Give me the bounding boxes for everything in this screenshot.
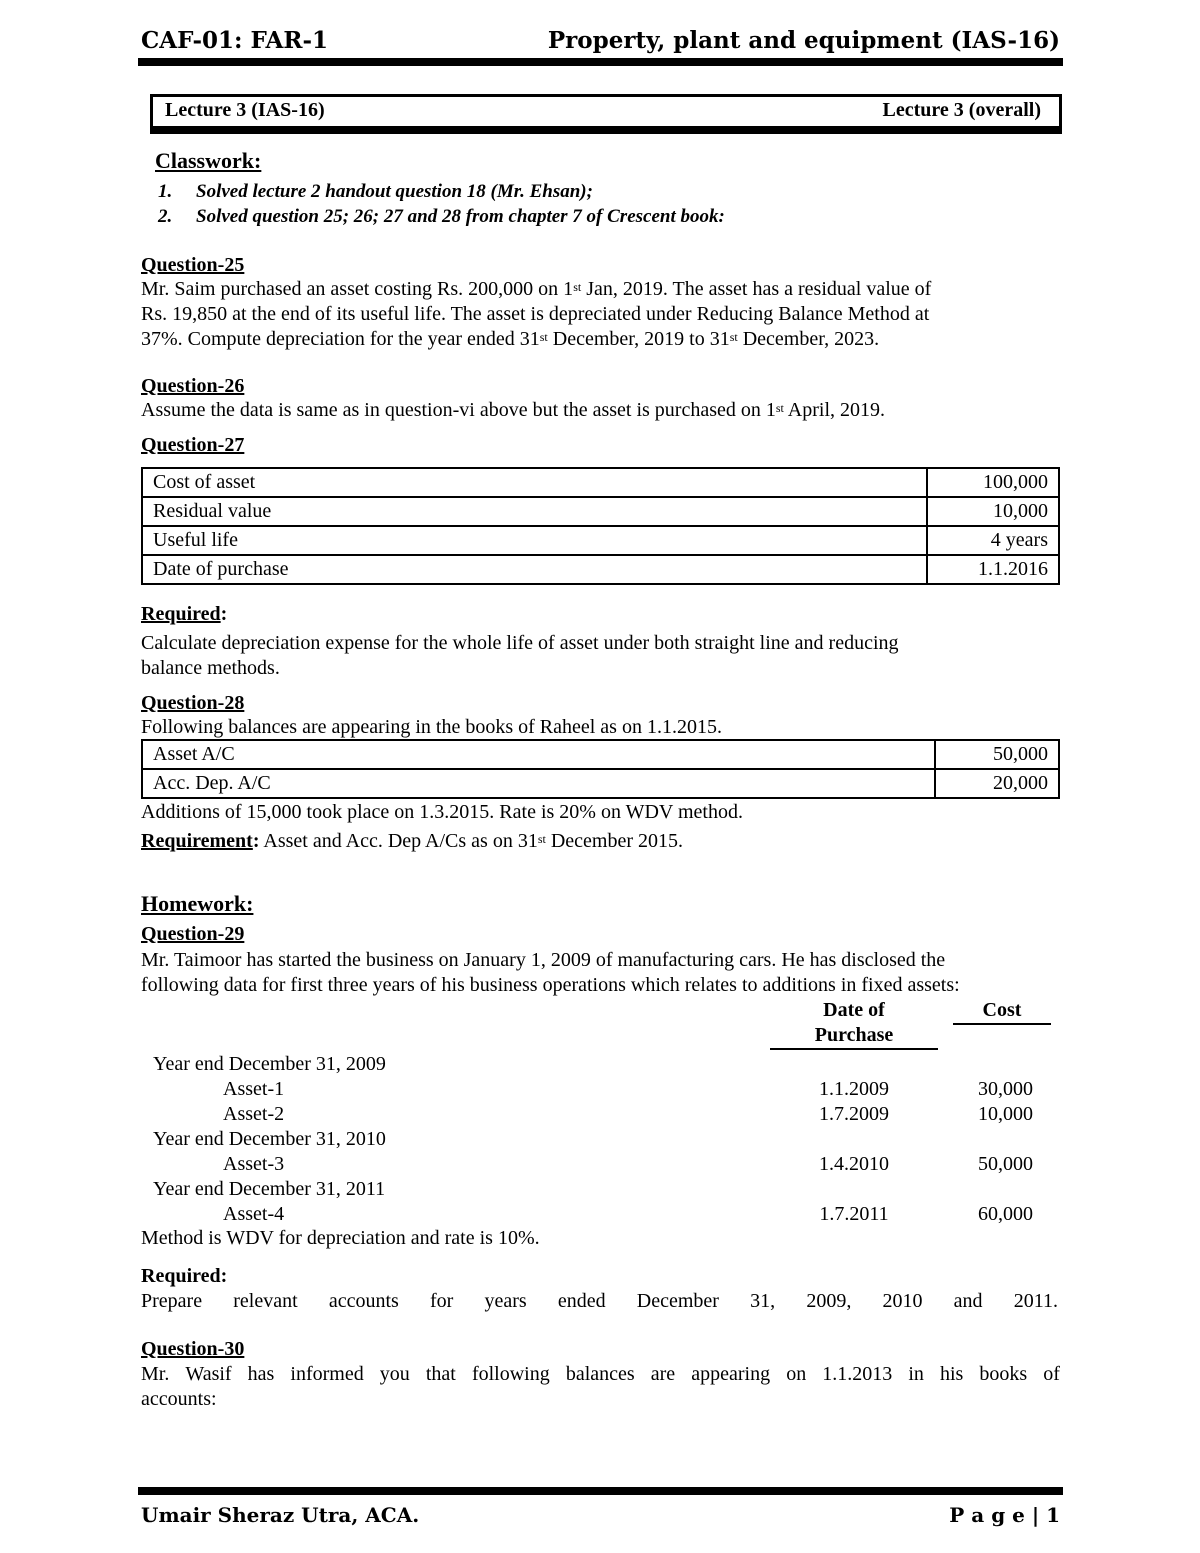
q27-required-line-2: balance methods. [141, 657, 280, 679]
q28-req-sup: st [537, 832, 546, 846]
table-cell-value: 10,000 [927, 497, 1059, 526]
word: accounts [328, 1290, 399, 1312]
q29-entry-date: 1.7.2011 [819, 1203, 889, 1225]
q29-entry-date: 1.1.2009 [819, 1078, 889, 1100]
q25-l3a: 37%. Compute depreciation for the year ended 31 [141, 328, 540, 350]
q29-col-cost-header: Cost [953, 998, 1051, 1025]
question-25-title: Question-25 [141, 254, 245, 276]
question-29-title: Question-29 [141, 923, 245, 945]
word: you [379, 1363, 410, 1385]
q30-line-2: accounts: [141, 1388, 217, 1410]
table-row [142, 468, 1059, 497]
q29-entry-label: Year end December 31, 2010 [153, 1128, 386, 1150]
q25-sup: st [729, 330, 738, 344]
q29-col-date-2: Purchase [814, 1024, 894, 1046]
q28-table [141, 739, 1060, 799]
q29-entry-cost: 50,000 [978, 1153, 1033, 1175]
q29-entry-cost: 10,000 [978, 1103, 1033, 1125]
header-topic: Property, plant and equipment (IAS-16) [547, 27, 1060, 54]
q29-entry-date: 1.4.2010 [819, 1153, 889, 1175]
word: years [484, 1290, 527, 1312]
q27-required-colon: : [220, 603, 228, 625]
header-course: CAF-01: FAR-1 [141, 27, 328, 54]
list-text: Solved lecture 2 handout question 18 (Mr. Ehsan); [196, 181, 593, 202]
question-27-title: Question-27 [141, 434, 245, 456]
table-cell-value: 20,000 [935, 769, 1059, 798]
list-number: 2. [158, 206, 173, 227]
q25-l1b: Jan, 2019. The asset has a residual value of [581, 278, 932, 300]
table-cell-label: Useful life [142, 526, 927, 555]
q25-l3b: December, 2019 to 31 [547, 328, 730, 350]
q25-l3c: December, 2023. [737, 328, 880, 350]
q29-entry-cost: 60,000 [978, 1203, 1033, 1225]
q29-entry-label: Year end December 31, 2011 [153, 1178, 386, 1200]
q29-entry-label: Asset-2 [223, 1103, 285, 1125]
q28-intro: Following balances are appearing in the books of Raheel as on 1.1.2015. [141, 716, 722, 738]
q25-line-2: Rs. 19,850 at the end of its useful life. The asset is depreciated under Reducing Balance Method at [141, 303, 930, 325]
word: of [1043, 1363, 1060, 1385]
list-number: 1. [158, 181, 173, 202]
q29-col-date-header [770, 998, 938, 1050]
question-25-body [141, 277, 1060, 352]
q27-required-label: Required [141, 603, 221, 625]
q27-required-line-1: Calculate depreciation expense for the whole life of asset under both straight line and reducing [141, 632, 899, 654]
footer-author: Umair Sheraz Utra, ACA. [141, 1503, 420, 1527]
word: are [650, 1363, 676, 1385]
q28-requirement [141, 829, 683, 854]
lecture-box [150, 94, 1062, 134]
word: ended [557, 1290, 606, 1312]
word: his [939, 1363, 964, 1385]
q25-line-1 [141, 277, 1060, 302]
q29-required-text [141, 1289, 1058, 1314]
q25-sup: st [539, 330, 548, 344]
classwork-item-1 [158, 181, 593, 203]
question-30-title: Question-30 [141, 1338, 245, 1360]
list-text: Solved question 25; 26; 27 and 28 from chapter 7 of Crescent book: [196, 206, 725, 227]
word: for [429, 1290, 454, 1312]
question-26-title: Question-26 [141, 375, 245, 397]
q29-col-date-1: Date of [823, 999, 885, 1021]
q25-sup: st [573, 280, 582, 294]
word: 2010 [882, 1290, 923, 1312]
q28-req-label: Requirement [141, 830, 253, 852]
word: on [786, 1363, 807, 1385]
word: books [979, 1363, 1028, 1385]
table-cell-label: Residual value [142, 497, 927, 526]
table-row [142, 497, 1059, 526]
question-26-body [141, 398, 885, 423]
classwork-title: Classwork: [155, 148, 262, 173]
footer-page-number: P a g e | 1 [949, 1503, 1060, 1527]
q26-text-a: Assume the data is same as in question-vi above but the asset is purchased on 1 [141, 399, 776, 421]
table-row [142, 769, 1059, 798]
word: relevant [233, 1290, 298, 1312]
word: 31, [750, 1290, 776, 1312]
table-row [142, 526, 1059, 555]
q29-entry-label: Asset-4 [223, 1203, 285, 1225]
q28-req-text-b: December 2015. [545, 830, 684, 852]
q26-text-b: April, 2019. [783, 399, 886, 421]
table-cell-label: Cost of asset [142, 468, 927, 497]
q27-required-heading [141, 602, 227, 627]
word: Mr. [141, 1363, 170, 1385]
word: Prepare [141, 1290, 203, 1312]
table-cell-label: Asset A/C [142, 740, 935, 769]
q27-table [141, 467, 1060, 585]
q28-req-colon: : [252, 830, 260, 852]
q26-sup: st [775, 401, 784, 415]
lecture-ias: Lecture 3 (IAS-16) [165, 99, 325, 121]
table-row [142, 740, 1059, 769]
word: appearing [691, 1363, 771, 1385]
word: 1.1.2013 [822, 1363, 893, 1385]
q29-entry-label: Asset-1 [223, 1078, 285, 1100]
q29-method: Method is WDV for depreciation and rate is 10%. [141, 1227, 540, 1249]
q25-l1a: Mr. Saim purchased an asset costing Rs. 200,000 on 1 [141, 278, 574, 300]
table-cell-value: 1.1.2016 [927, 555, 1059, 584]
footer-rule [138, 1487, 1063, 1495]
q30-line-1 [141, 1362, 1060, 1387]
homework-title: Homework: [141, 891, 254, 916]
question-28-title: Question-28 [141, 692, 245, 714]
q29-entry-cost: 30,000 [978, 1078, 1033, 1100]
word: following [471, 1363, 550, 1385]
word: and [953, 1290, 983, 1312]
word: 2009, [806, 1290, 852, 1312]
word: informed [290, 1363, 364, 1385]
table-cell-label: Date of purchase [142, 555, 927, 584]
q29-intro [141, 948, 1060, 998]
word: December [636, 1290, 719, 1312]
q29-required-label: Required: [141, 1265, 228, 1287]
word: in [908, 1363, 924, 1385]
word: balances [565, 1363, 635, 1385]
q25-line-3 [141, 327, 1060, 352]
lecture-overall: Lecture 3 (overall) [882, 99, 1041, 121]
q28-additions: Additions of 15,000 took place on 1.3.2015. Rate is 20% on WDV method. [141, 801, 743, 823]
word: has [247, 1363, 275, 1385]
word: that [425, 1363, 456, 1385]
q29-entry-label: Asset-3 [223, 1153, 285, 1175]
q29-line-1: Mr. Taimoor has started the business on January 1, 2009 of manufacturing cars. He has disclosed the [141, 949, 946, 971]
table-cell-value: 50,000 [935, 740, 1059, 769]
q29-entry-label: Year end December 31, 2009 [153, 1053, 386, 1075]
table-cell-value: 100,000 [927, 468, 1059, 497]
q29-entry-date: 1.7.2009 [819, 1103, 889, 1125]
q28-req-text-a: Asset and Acc. Dep A/Cs as on 31 [259, 830, 538, 852]
word: Wasif [185, 1363, 232, 1385]
classwork-item-2 [158, 206, 725, 228]
header-rule [138, 58, 1063, 66]
q29-line-2: following data for first three years of his business operations which relates to additions in fixed assets: [141, 974, 960, 996]
table-cell-value: 4 years [927, 526, 1059, 555]
table-row [142, 555, 1059, 584]
table-cell-label: Acc. Dep. A/C [142, 769, 935, 798]
word: 2011. [1013, 1290, 1058, 1312]
